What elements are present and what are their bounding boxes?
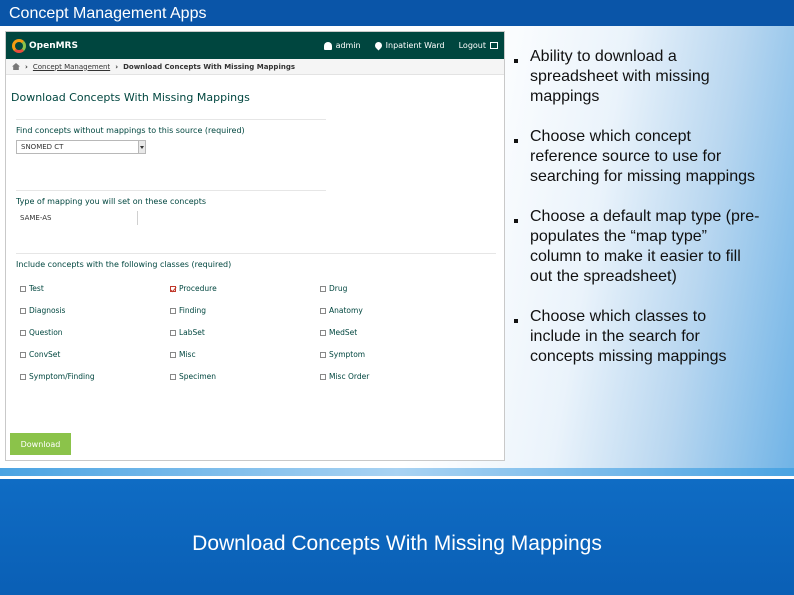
slide-caption: Download Concepts With Missing Mappings xyxy=(192,532,602,555)
source-label: Find concepts without mappings to this source (required) xyxy=(16,126,245,135)
class-checkbox-item[interactable] xyxy=(20,350,170,359)
checkbox[interactable] xyxy=(170,330,176,336)
class-label: ConvSet xyxy=(29,350,61,359)
bullet-item xyxy=(514,207,784,287)
checkbox[interactable] xyxy=(20,374,26,380)
class-checkbox-item[interactable] xyxy=(20,306,170,315)
class-label: MedSet xyxy=(329,328,358,337)
slide-title: Concept Management Apps xyxy=(0,0,794,26)
class-checkbox-item[interactable] xyxy=(320,284,470,293)
class-checkbox-item[interactable] xyxy=(170,306,320,315)
bullet-icon xyxy=(514,139,518,143)
checkbox[interactable] xyxy=(320,374,326,380)
location-name: Inpatient Ward xyxy=(385,41,445,50)
class-label: Misc Order xyxy=(329,372,370,381)
logout-label: Logout xyxy=(458,41,486,50)
bullet-text: Choose a default map type (pre-populates the “map type” column to make it easier to fill out the spreadsheet) xyxy=(530,208,760,285)
class-label: Finding xyxy=(179,306,206,315)
logout-icon xyxy=(490,42,498,49)
class-label: Symptom xyxy=(329,350,366,359)
logo-icon xyxy=(12,39,26,53)
logo-text: OpenMRS xyxy=(29,40,78,51)
class-label: Diagnosis xyxy=(29,306,66,315)
bullet-text: Choose which classes to include in the search for concepts missing mappings xyxy=(530,308,727,365)
openmrs-logo[interactable] xyxy=(12,39,78,53)
map-type-label: Type of mapping you will set on these concepts xyxy=(16,197,207,206)
bullet-icon xyxy=(514,59,518,63)
breadcrumb xyxy=(6,59,504,75)
checkbox[interactable] xyxy=(320,308,326,314)
bullet-item xyxy=(514,127,784,187)
class-checkbox-item[interactable] xyxy=(320,306,470,315)
class-checkbox-item[interactable] xyxy=(320,372,470,381)
breadcrumb-separator: › xyxy=(115,62,119,71)
chevron-down-icon xyxy=(138,141,145,153)
class-label: Drug xyxy=(329,284,348,293)
class-checkbox-item[interactable] xyxy=(170,372,320,381)
classes-checkbox-grid xyxy=(20,284,496,381)
app-screenshot xyxy=(5,31,505,461)
bullet-list xyxy=(514,47,784,387)
class-label: Misc xyxy=(179,350,196,359)
checkbox[interactable] xyxy=(20,352,26,358)
user-name: admin xyxy=(335,41,361,50)
bullet-item xyxy=(514,47,784,107)
checkbox[interactable] xyxy=(170,308,176,314)
class-label: LabSet xyxy=(179,328,205,337)
page-title: Download Concepts With Missing Mappings xyxy=(11,91,250,104)
breadcrumb-separator: › xyxy=(25,62,28,71)
class-label: Specimen xyxy=(179,372,217,381)
checkbox[interactable] xyxy=(20,330,26,336)
location-menu[interactable] xyxy=(375,41,445,50)
app-topbar xyxy=(6,32,504,59)
bullet-text: Ability to download a spreadsheet with missing mappings xyxy=(530,48,710,105)
class-checkbox-item[interactable] xyxy=(20,284,170,293)
checkbox[interactable] xyxy=(170,352,176,358)
checkbox[interactable] xyxy=(20,308,26,314)
class-label: Question xyxy=(29,328,63,337)
checkbox[interactable] xyxy=(170,286,176,292)
class-checkbox-item[interactable] xyxy=(170,328,320,337)
breadcrumb-concept-management[interactable]: Concept Management xyxy=(32,62,111,71)
class-checkbox-item[interactable] xyxy=(20,328,170,337)
bullet-item xyxy=(514,307,784,367)
source-select[interactable] xyxy=(16,140,146,154)
map-type-select[interactable] xyxy=(16,211,138,225)
class-checkbox-item[interactable] xyxy=(320,350,470,359)
class-checkbox-item[interactable] xyxy=(320,328,470,337)
source-field xyxy=(16,119,326,154)
classes-section xyxy=(16,253,496,448)
classes-label: Include concepts with the following classes (required) xyxy=(16,260,232,269)
class-checkbox-item[interactable] xyxy=(170,350,320,359)
checkbox[interactable] xyxy=(20,286,26,292)
checkbox[interactable] xyxy=(170,374,176,380)
class-checkbox-item[interactable] xyxy=(170,284,320,293)
map-marker-icon xyxy=(373,41,383,51)
download-button[interactable]: Download xyxy=(10,433,71,455)
class-label: Anatomy xyxy=(329,306,363,315)
checkbox[interactable] xyxy=(320,286,326,292)
class-label: Symptom/Finding xyxy=(29,372,95,381)
breadcrumb-current: Download Concepts With Missing Mappings xyxy=(123,62,296,71)
user-icon xyxy=(324,42,332,50)
class-checkbox-item[interactable] xyxy=(20,372,170,381)
bullet-icon xyxy=(514,319,518,323)
class-label: Procedure xyxy=(179,284,217,293)
source-select-value: SNOMED CT xyxy=(21,143,64,151)
bullet-text: Choose which concept reference source to use for searching for missing mappings xyxy=(530,128,755,185)
bullet-icon xyxy=(514,219,518,223)
checkbox[interactable] xyxy=(320,330,326,336)
checkbox[interactable] xyxy=(320,352,326,358)
class-label: Test xyxy=(29,284,44,293)
map-type-select-value: SAME-AS xyxy=(20,214,52,222)
map-type-field xyxy=(16,190,326,225)
home-icon[interactable] xyxy=(12,63,20,70)
logout-link[interactable] xyxy=(459,41,498,50)
user-menu[interactable] xyxy=(324,41,361,50)
